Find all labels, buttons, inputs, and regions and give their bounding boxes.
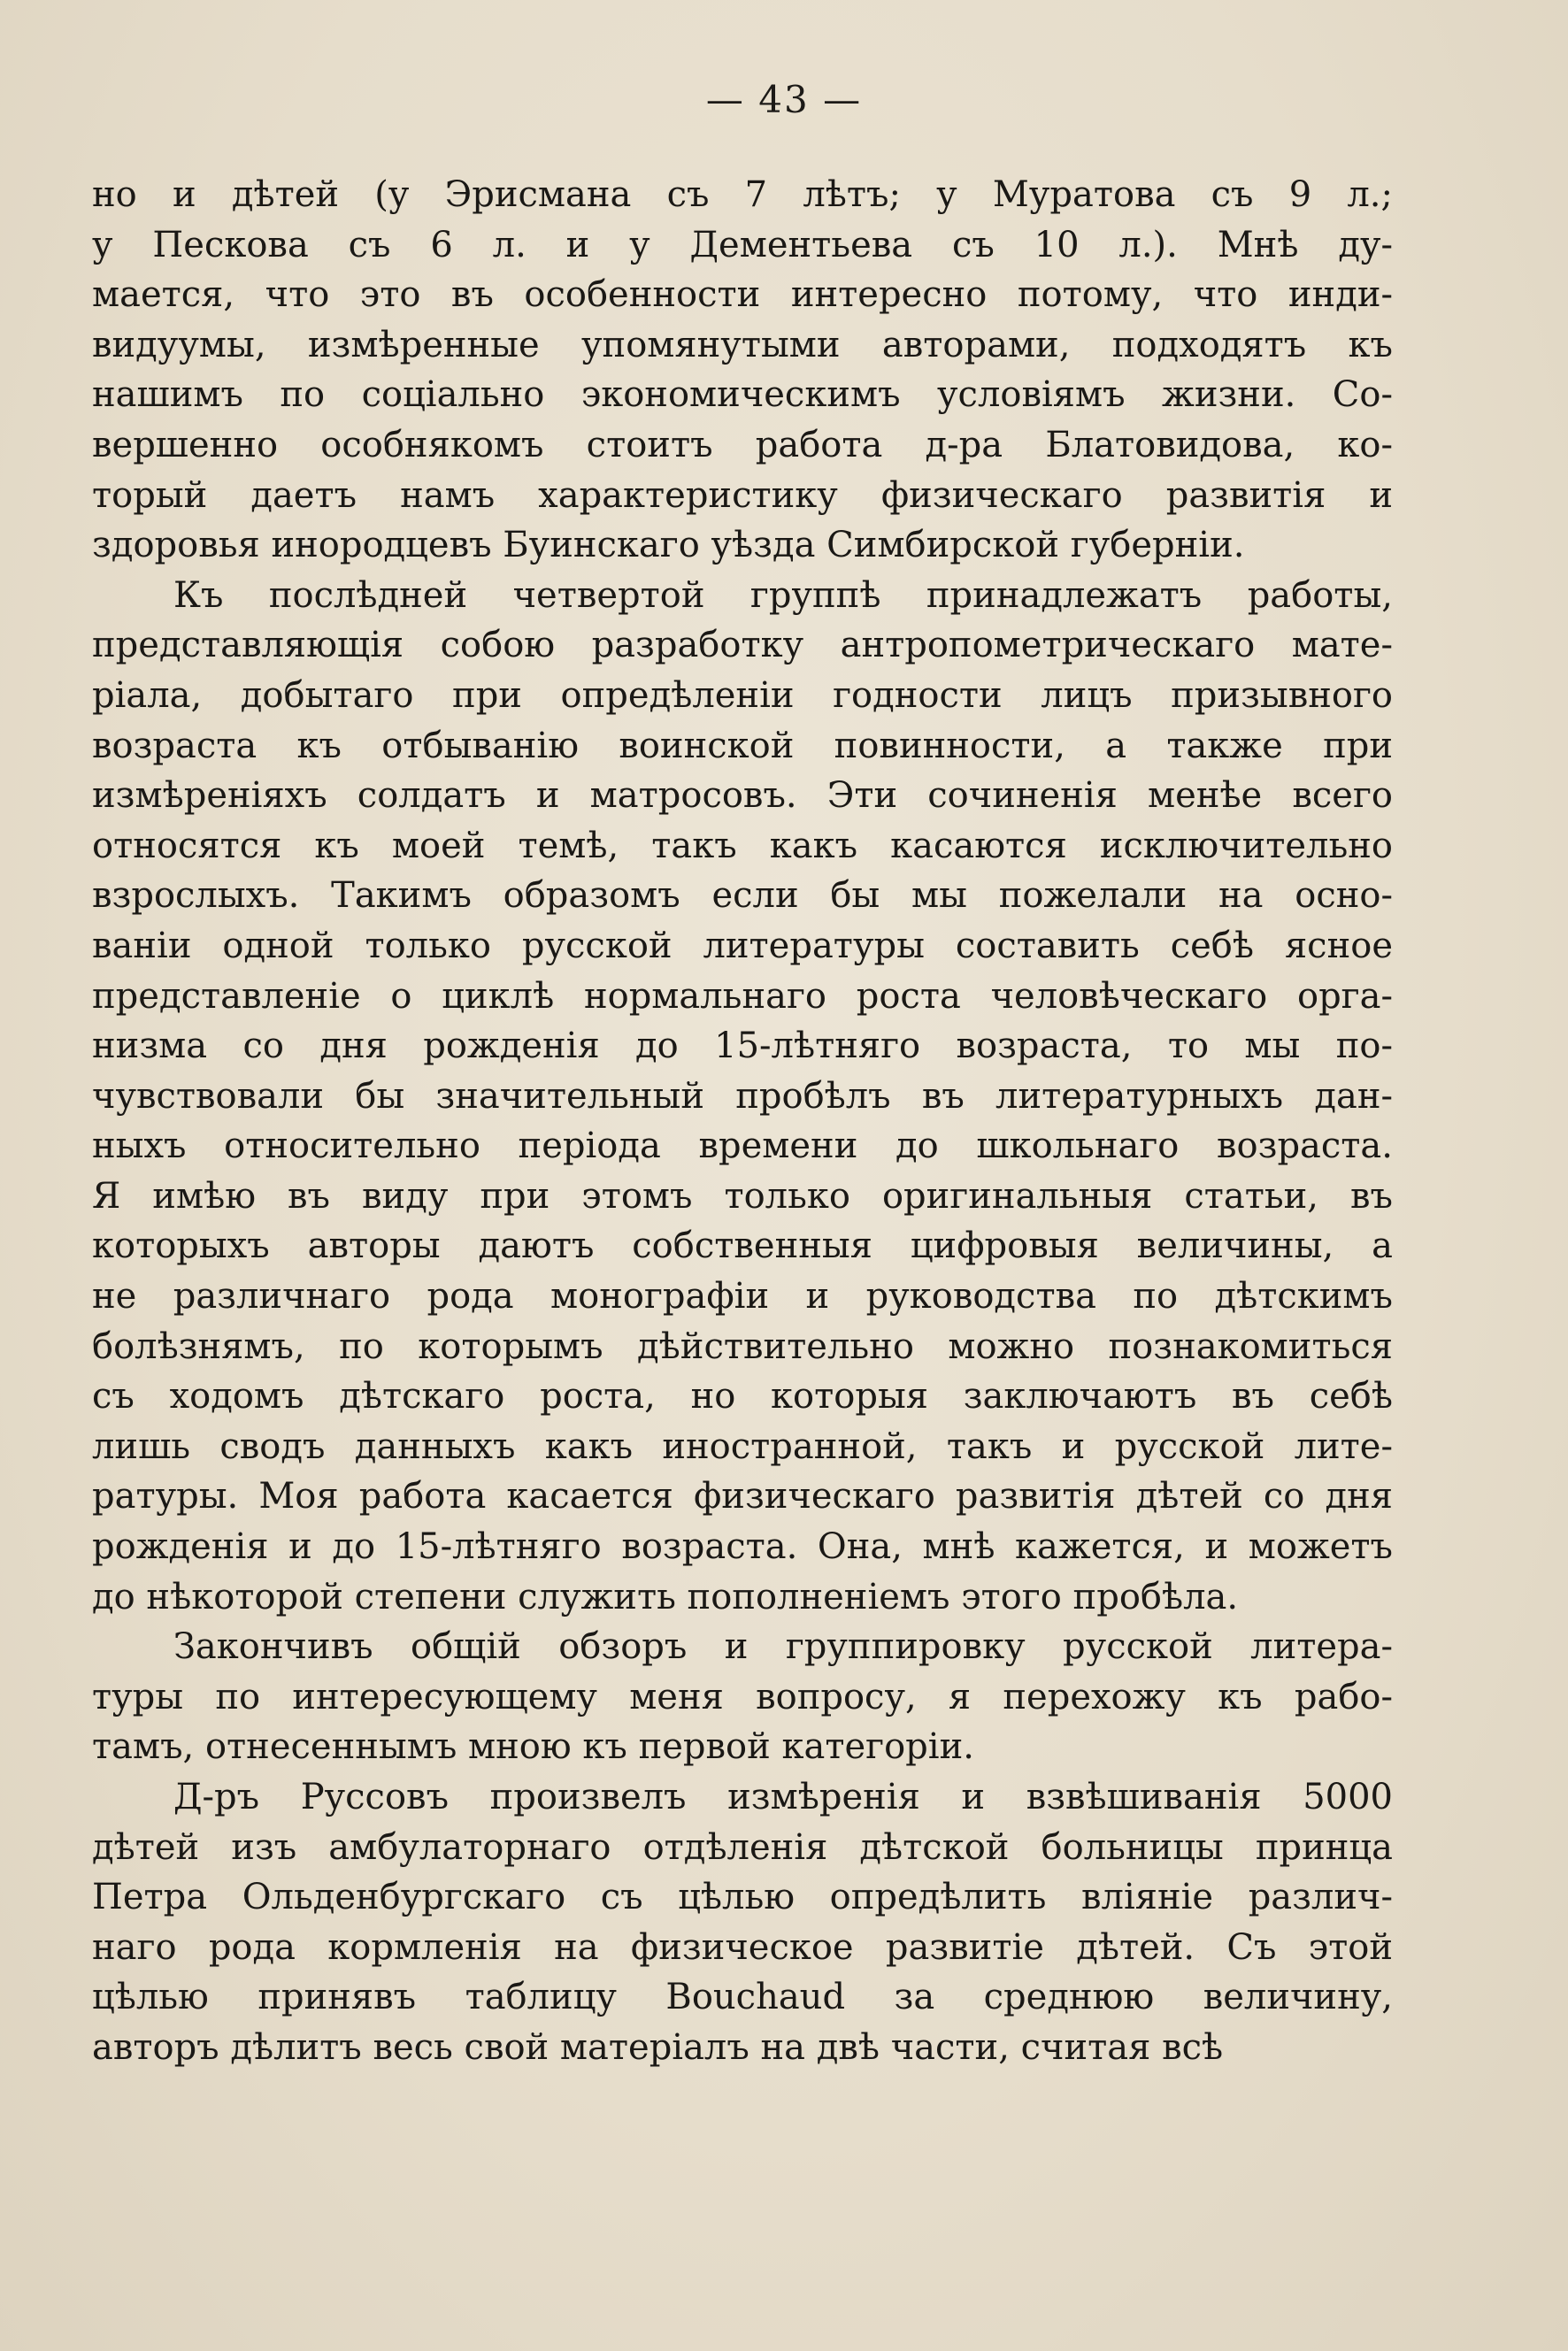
text-line: лишь сводъ данныхъ какъ иностранной, такъ и русской лите- [92,1425,1393,1467]
text-line: ріала, добытаго при опредѣленіи годности лицъ призывного [92,674,1393,716]
paragraph [92,1622,1393,1772]
paragraph [92,571,1393,1622]
text-line: возраста къ отбыванію воинской повинности, а также при [92,725,1393,766]
text-line: нашимъ по соціально экономическимъ условіямъ жизни. Со- [92,374,1393,416]
text-line: но и дѣтей (у Эрисмана съ 7 лѣтъ; у Муратова съ 9 л.; [92,174,1393,215]
text-line: видуумы, измѣренные упомянутыми авторами, подходятъ къ [92,324,1393,365]
text-line: съ ходомъ дѣтскаго роста, но которыя заключаютъ въ себѣ [92,1376,1393,1418]
text-line: не различнаго рода монографіи и руководства по дѣтскимъ [92,1276,1393,1318]
text-line: цѣлью принявъ таблицу Bouchaud за среднюю величину, [92,1977,1393,2018]
text-line: взрослыхъ. Такимъ образомъ если бы мы пожелали на осно- [92,875,1393,917]
text-line: относятся къ моей темѣ, такъ какъ касаются исключительно [92,825,1393,866]
text-line: Закончивъ общій обзоръ и группировку русской литера- [173,1626,1393,1668]
paragraph [92,170,1393,571]
text-line: Я имѣю въ виду при этомъ только оригинальныя статьи, въ [92,1175,1393,1217]
text-line: низма со дня рожденія до 15-лѣтняго возраста, то мы по- [92,1026,1393,1067]
text-line: рожденія и до 15-лѣтняго возраста. Она, мнѣ кажется, и можетъ [92,1526,1393,1568]
page-number: — 43 — [705,78,863,121]
text-line: мается, что это въ особенности интересно потому, что инди- [92,274,1393,316]
text-line: вершенно особнякомъ стоитъ работа д-ра Блатовидова, ко- [92,424,1393,465]
text-line: чувствовали бы значительный пробѣлъ въ литературныхъ дан- [92,1075,1393,1117]
text-line: Къ послѣдней четвертой группѣ принадлежатъ работы, [173,574,1393,616]
text-line: Петра Ольденбургскаго съ цѣлью опредѣлить вліяніе различ- [92,1877,1393,1918]
text-line: торый даетъ намъ характеристику физическаго развитія и [92,474,1393,516]
text-line: которыхъ авторы даютъ собственныя цифровыя величины, а [92,1225,1393,1267]
text-line: туры по интересующему меня вопросу, я перехожу къ рабо- [92,1676,1393,1717]
text-line: представляющія собою разработку антропометрическаго мате- [92,625,1393,666]
body-text [92,170,1393,2073]
text-line: ваніи одной только русской литературы составить себѣ ясное [92,925,1393,966]
text-line: ныхъ относительно періода времени до школьнаго возраста. [92,1126,1393,1167]
text-line: измѣреніяхъ солдатъ и матросовъ. Эти сочиненія менѣе всего [92,775,1393,817]
text-line: дѣтей изъ амбулаторнаго отдѣленія дѣтской больницы принца [92,1826,1393,1868]
text-line: Д-ръ Руссовъ произвелъ измѣренія и взвѣшиванія 5000 [173,1777,1393,1817]
text-line: у Пескова съ 6 л. и у Дементьева съ 10 л.). Мнѣ ду- [92,224,1393,265]
text-line: болѣзнямъ, по которымъ дѣйствительно можно познакомиться [92,1325,1393,1367]
text-line: авторъ дѣлитъ весь свой матеріалъ на двѣ части, считая всѣ [92,2026,1224,2068]
text-line: до нѣкоторой степени служить пополненіемъ этого пробѣла. [92,1576,1239,1617]
text-line: представленіе о циклѣ нормальнаго роста человѣческаго орга- [92,975,1393,1017]
text-line: ратуры. Моя работа касается физическаго развитія дѣтей со дня [92,1476,1393,1517]
paragraph [92,1772,1393,2073]
text-line: здоровья инородцевъ Буинскаго уѣзда Симбирской губерніи. [92,525,1245,566]
text-line: наго рода кормленія на физическое развитіе дѣтей. Съ этой [92,1926,1393,1968]
text-line: тамъ, отнесеннымъ мною къ первой категоріи. [92,1726,974,1768]
